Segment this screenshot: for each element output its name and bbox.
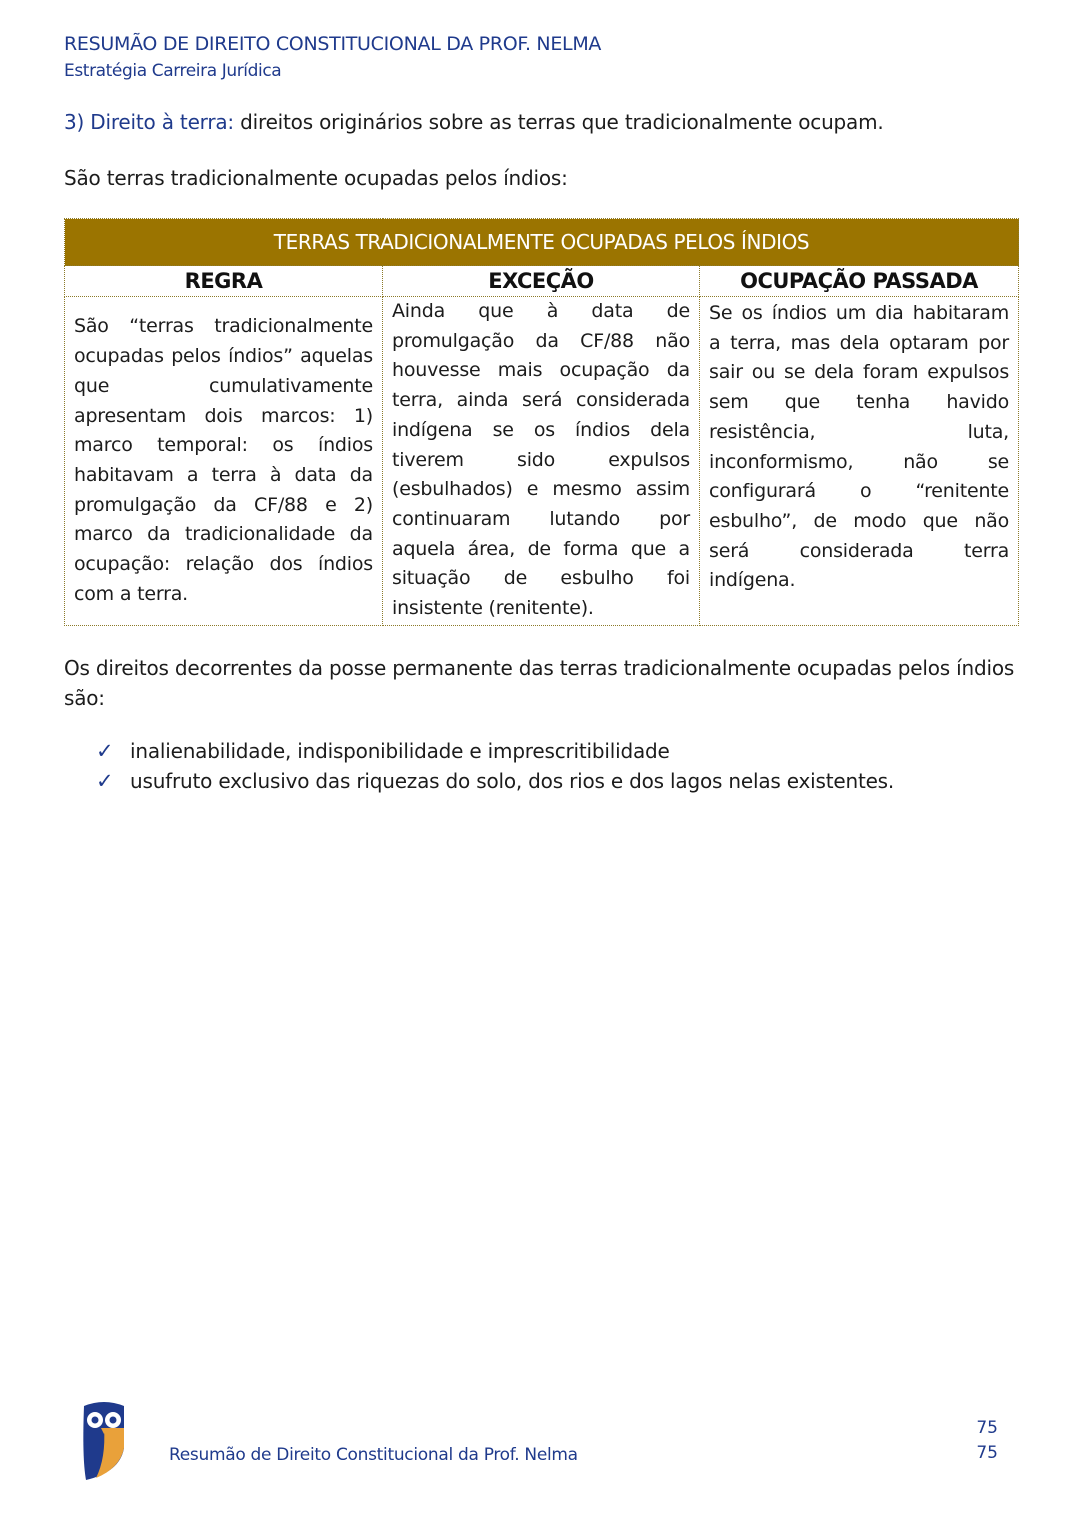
column-header-excecao: EXCEÇÃO: [383, 266, 700, 297]
table-title: TERRAS TRADICIONALMENTE OCUPADAS PELOS ÍNDIOS: [65, 219, 1019, 266]
list-item: [96, 737, 894, 767]
page-number: 75: [976, 1418, 998, 1438]
cell-regra: São “terras tradicionalmente ocupadas pelos índios” aquelas que cumulativamente apresentam dois marcos: 1) marco temporal: os índios habitavam a terra à data da promulgação da CF/88 e 2) marco da tradicionalidade da ocupação: relação dos índios com a terra.: [65, 297, 383, 626]
column-header-regra: REGRA: [65, 266, 383, 297]
page-number: 75: [976, 1443, 998, 1463]
intro-sentence: São terras tradicionalmente ocupadas pelos índios:: [64, 166, 568, 190]
checklist: [96, 737, 894, 796]
cell-excecao: Ainda que à data de promulgação da CF/88 não houvesse mais ocupação da terra, ainda será considerada indígena se os índios dela tiverem sido expulsos (esbulhados) e mesmo assim continuaram lutando por aquela área, de forma que a situação de esbulho foi insistente (renitente).: [383, 297, 700, 626]
footer-text: Resumão de Direito Constitucional da Prof. Nelma: [169, 1445, 578, 1465]
section-text: direitos originários sobre as terras que tradicionalmente ocupam.: [233, 110, 884, 134]
section-heading-line: [64, 110, 884, 134]
terras-table: [64, 218, 1019, 626]
list-item: [96, 767, 894, 797]
cell-ocupacao-passada: Se os índios um dia habitaram a terra, mas dela optaram por sair ou se dela foram expulsos sem que tenha havido resistência, luta, inconformismo, não se configurará o “renitente esbulho”, de modo que não será considerada terra indígena.: [700, 297, 1019, 626]
section-label: 3) Direito à terra:: [64, 110, 234, 134]
list-item-text: usufruto exclusivo das riquezas do solo, dos rios e dos lagos nelas existentes.: [130, 768, 895, 793]
owl-logo-icon: [80, 1398, 128, 1482]
document-title: RESUMÃO DE DIREITO CONSTITUCIONAL DA PROF. NELMA: [64, 33, 602, 55]
checkmark-icon: ✓: [96, 739, 114, 763]
column-header-ocupacao-passada: OCUPAÇÃO PASSADA: [700, 266, 1019, 297]
document-subtitle: Estratégia Carreira Jurídica: [64, 61, 282, 81]
list-item-text: inalienabilidade, indisponibilidade e imprescritibilidade: [130, 739, 670, 763]
body-paragraph: Os direitos decorrentes da posse permanente das terras tradicionalmente ocupadas pelos índios são:: [64, 656, 1015, 710]
checkmark-icon: ✓: [96, 768, 114, 793]
